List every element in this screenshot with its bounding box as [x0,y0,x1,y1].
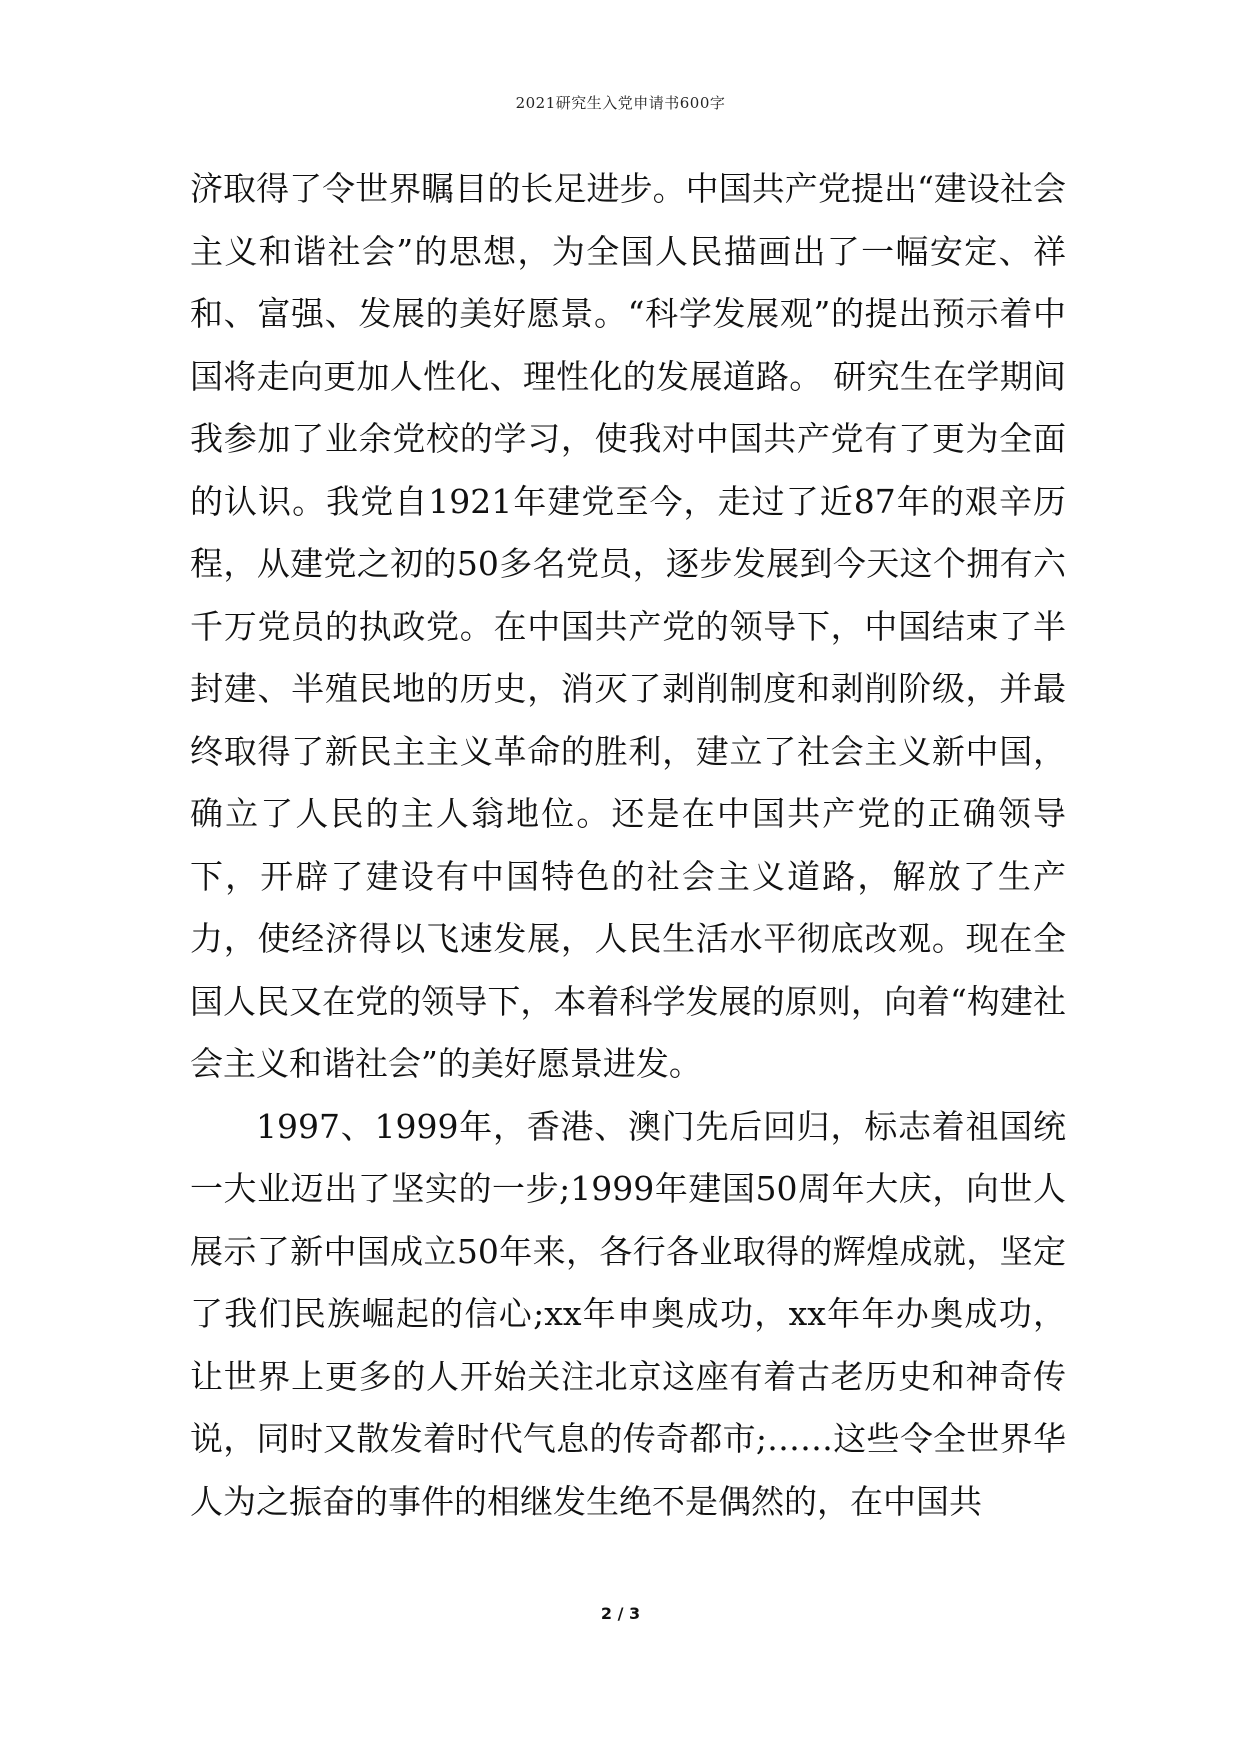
paragraph-1: 济取得了令世界瞩目的长足进步。中国共产党提出“建设社会主义和谐社会”的思想，为全国人民描画出了一幅安定、祥和、富强、发展的美好愿景。“科学发展观”的提出预示着中国将走向更加人性化、理性化的发展道路。 研究生在学期间我参加了业余党校的学习，使我对中国共产党有了更为全面的认识。我党自1921年建党至今，走过了近87年的艰辛历程，从建党之初的50多名党员，逐步发展到今天这个拥有六千万党员的执政党。在中国共产党的领导下，中国结束了半封建、半殖民地的历史，消灭了剥削制度和剥削阶级，并最终取得了新民主主义革命的胜利，建立了社会主义新中国，确立了人民的主人翁地位。还是在中国共产党的正确领导下，开辟了建设有中国特色的社会主义道路，解放了生产力，使经济得以飞速发展，人民生活水平彻底改观。现在全国人民又在党的领导下，本着科学发展的原则，向着“构建社会主义和谐社会”的美好愿景进发。 [190,169,1066,1083]
page-number: 2 / 3 [600,1604,641,1623]
paragraph-2: 1997、1999年，香港、澳门先后回归，标志着祖国统一大业迈出了坚实的一步;1999年建国50周年大庆，向世人展示了新中国成立50年来，各行各业取得的辉煌成就，坚定了我们民族崛起的信心;xx年申奥成功，xx年年办奥成功，让世界上更多的人开始关注北京这座有着古老历史和神奇传说，同时又散发着时代气息的传奇都市;……这些令全世界华人为之振奋的事件的相继发生绝不是偶然的，在中国共 [190,1106,1066,1521]
document-body [190,158,1066,1533]
page-header-title: 2021研究生入党申请书600字 [515,94,726,112]
